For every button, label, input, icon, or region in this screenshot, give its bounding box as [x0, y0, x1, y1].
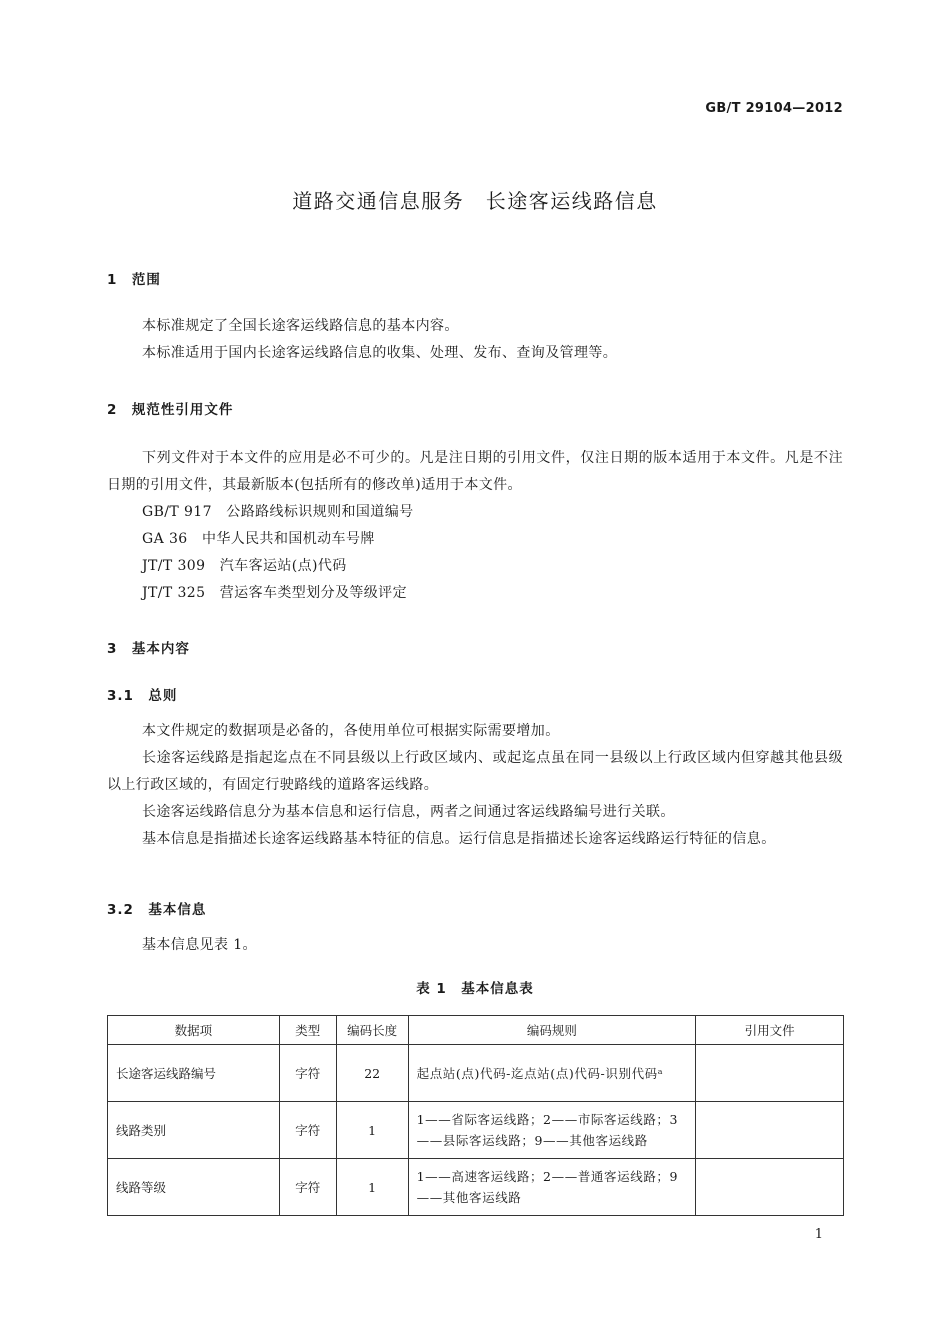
- document-title: 道路交通信息服务 长途客运线路信息: [292, 189, 658, 213]
- table-header-cell: 数据项: [108, 1016, 280, 1045]
- table-cell: [696, 1159, 844, 1216]
- table-cell: [696, 1102, 844, 1159]
- section-3-2-heading: 3.2 基本信息: [107, 902, 207, 918]
- section-3-1-paragraph: 长途客运线路是指起迄点在不同县级以上行政区域内、或起迄点虽在同一县级以上行政区域内但穿越其他县级以上行政区域的，有固定行驶路线的道路客运线路。: [107, 750, 843, 793]
- table-cell: 1: [336, 1159, 408, 1216]
- reference-item: GA 36 中华人民共和国机动车号牌: [142, 531, 375, 547]
- section-3-heading: 3 基本内容: [107, 641, 190, 657]
- section-1-paragraph: 本标准适用于国内长途客运线路信息的收集、处理、发布、查询及管理等。: [142, 345, 618, 361]
- table-header-cell: 类型: [279, 1016, 336, 1045]
- table-row: [108, 1045, 844, 1102]
- table-header-cell: 引用文件: [696, 1016, 844, 1045]
- reference-item: GB/T 917 公路路线标识规则和国道编号: [142, 504, 414, 520]
- section-3-1-paragraph: 本文件规定的数据项是必备的，各使用单位可根据实际需要增加。: [142, 723, 560, 739]
- reference-item: JT/T 309 汽车客运站(点)代码: [142, 558, 347, 574]
- table-header-cell: 编码长度: [336, 1016, 408, 1045]
- table-cell: [696, 1045, 844, 1102]
- table-cell: 字符: [279, 1159, 336, 1216]
- table-row: [108, 1102, 844, 1159]
- table-cell: 起点站(点)代码-迄点站(点)代码-识别代码ᵃ: [408, 1045, 696, 1102]
- table-cell: 1: [336, 1102, 408, 1159]
- table-cell: 字符: [279, 1102, 336, 1159]
- standard-number: GB/T 29104—2012: [705, 101, 843, 116]
- section-2-heading: 2 规范性引用文件: [107, 402, 234, 418]
- section-3-2-paragraph: 基本信息见表 1。: [142, 937, 257, 953]
- section-3-1-heading: 3.1 总则: [107, 688, 178, 704]
- table-caption: 表 1 基本信息表: [416, 981, 534, 997]
- reference-item: JT/T 325 营运客车类型划分及等级评定: [142, 585, 407, 601]
- section-1-paragraph: 本标准规定了全国长途客运线路信息的基本内容。: [142, 318, 459, 334]
- table-row: [108, 1159, 844, 1216]
- page-number: 1: [814, 1227, 823, 1242]
- table-header-cell: 编码规则: [408, 1016, 696, 1045]
- table-cell: 长途客运线路编号: [108, 1045, 280, 1102]
- section-2-intro: 下列文件对于本文件的应用是必不可少的。凡是注日期的引用文件，仅注日期的版本适用于本文件。凡是不注日期的引用文件，其最新版本(包括所有的修改单)适用于本文件。: [107, 450, 843, 493]
- table-cell: 字符: [279, 1045, 336, 1102]
- section-3-1-paragraph: 长途客运线路信息分为基本信息和运行信息，两者之间通过客运线路编号进行关联。: [142, 804, 675, 820]
- table-cell: 1——高速客运线路；2——普通客运线路；9——其他客运线路: [408, 1159, 696, 1216]
- table-cell: 线路等级: [108, 1159, 280, 1216]
- section-3-1-paragraph: 基本信息是指描述长途客运线路基本特征的信息。运行信息是指描述长途客运线路运行特征的信息。: [142, 831, 776, 847]
- table-header-row: [108, 1016, 844, 1045]
- section-1-heading: 1 范围: [107, 272, 161, 288]
- basic-info-table: [107, 1015, 844, 1216]
- table-cell: 22: [336, 1045, 408, 1102]
- table-cell: 线路类别: [108, 1102, 280, 1159]
- table-cell: 1——省际客运线路；2——市际客运线路；3——县际客运线路；9——其他客运线路: [408, 1102, 696, 1159]
